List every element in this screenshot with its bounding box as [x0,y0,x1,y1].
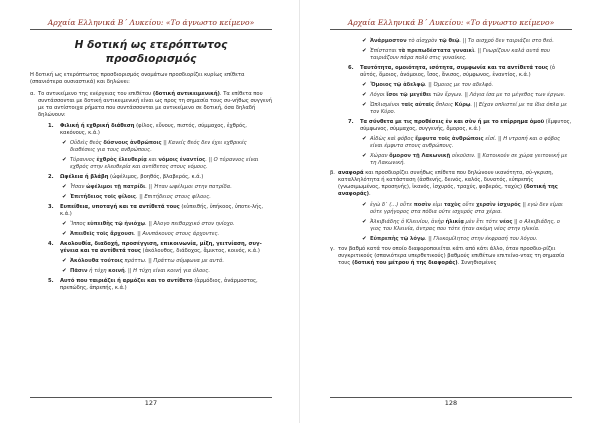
item-text [360,119,572,133]
section-text [338,246,572,267]
text-run: Ἵππος [70,221,88,227]
check-icon: ✔ [62,268,67,274]
example [62,140,272,154]
section-marker: β. [330,170,335,176]
bold-term: ταῖς αὐταῖς [401,102,435,108]
list-item [48,278,272,292]
example-text [70,231,219,238]
bold-term: Αυτό που ταιριάζει ή αρμόζει και το αντίθετο [60,278,193,284]
right-page [300,0,600,423]
text-run: τῶν ἔργων. || Λόγια ίσα με το μέγεθος των έργων. [431,92,566,98]
example [62,194,272,201]
example [362,202,572,216]
check-icon: ✔ [362,92,367,98]
section-text [338,170,572,198]
right-content [330,38,572,271]
check-icon: ✔ [362,136,367,142]
page-number: 128 [330,397,572,407]
example-text [70,184,232,191]
example-text [370,153,572,167]
text-run: Ὡπλισμένοι [370,102,402,108]
text-run: τον βαθμό κατά τον οποίο διαφοροποιείται κάτι από κάτι άλλο, όταν προσδιο-ρίζει συγκριτικούς (σπανιότερα υπερθετικούς) βαθμούς επιθέτων επιτείνο-ντας τη σημασία τους [338,246,565,266]
example-text [70,194,211,201]
example-text [370,82,493,89]
text-run: . || Γλυκομίλητος στην έκφρασή του λόγου. [424,236,538,242]
bold-term: τῷ θεῷ [438,38,460,44]
example [62,268,272,275]
check-icon: ✔ [62,140,67,146]
check-icon: ✔ [362,82,367,88]
example-text [370,236,538,243]
page-title: Η δοτική ως ετερόπτωτος προσδιορισμός [74,39,228,65]
list-item [348,119,572,133]
bold-term: Εὐπρεπὴς τῷ λόγῳ [370,236,425,242]
running-header: Αρχαία Ελληνικά Β΄ Λυκείου: «Το άγνωστο κείμενο» [330,18,572,30]
item-text [360,65,572,79]
text-run: τὸ αἰσχρὸν [406,38,439,44]
example-text [70,258,224,265]
text-run: . Τα επίθετα που συντάσσονται με δοτική αντικειμενική είναι ως προς τη σημασία τους συ-νήθως συγγενή με τα αντίστοιχα ρήματα που συντάσσονται με αντικείμενο σε δοτική, όσα δηλαδή δηλώνουν: [38,91,272,118]
text-run: Οὐδεὶς θεὸς [70,140,104,146]
example [362,92,572,99]
item-number: 6. [348,65,354,71]
example-text [70,140,272,154]
bold-term: ἡλικίᾳ [445,219,464,225]
bold-term: (δοτική αντικειμενική) [152,91,220,97]
item-text [60,204,272,218]
bold-term: Ἀπειθεῖς τοῖς ἄρχουσι [70,231,134,237]
item-number: 4. [48,241,54,247]
example [362,219,572,233]
bold-term: τὰ πρεπωδέστατα γυναικὶ [398,48,475,54]
example-text [370,102,572,116]
text-run: ἐγὼ δ᾽ (...) οὔτε [370,202,414,208]
text-run: (ὁ αὐτός, ὅμοιος, ἀνόμοιος, ἴσος, ἄνισος, σύμφωνος, ἐναντίος, κ.ά.) [360,65,556,78]
item-number: 7. [348,119,354,125]
bold-term: Ταυτότητα, ομοιότητα, ισότητα, συμφωνία και τα αντίθετά τους [360,65,549,71]
text-run: || Κανείς θεός δεν έχει εχθρικές διαθέσεις για τους ανθρώπους. [70,140,247,153]
check-icon: ✔ [62,221,67,227]
example [362,136,572,150]
item-number: 3. [48,204,54,210]
text-run: . || Είχαν οπλιστεί με τα ίδια όπλα με τον Κύρο. [370,102,567,115]
bold-term: ἐχθρὸς ἐλευθερίᾳ [96,157,147,163]
bold-term: ποσὶν [413,202,431,208]
section-marker: α. [30,91,36,97]
page-number: 127 [30,397,272,407]
bold-term: (δοτική του μέτρου ή της διαφοράς) [352,260,458,266]
text-run: . || Ανυπάκουος στους άρχοντες. [133,231,220,237]
item-number: 2. [48,174,54,180]
bold-term: Ωφέλεια ή βλάβη [60,174,109,180]
item-text [60,123,272,137]
example [362,48,572,62]
check-icon: ✔ [362,219,367,225]
list-item [348,65,572,79]
text-run: || εγώ δεν είμαι ούτε γρήγορος στα πόδια ούτε ισχυρός στα χέρια. [370,202,563,215]
text-run: . [369,191,371,197]
bold-term: νέος [499,219,513,225]
example [62,184,272,191]
check-icon: ✔ [62,231,67,237]
text-run: . || Επιτήδειος στους φίλους. [135,194,211,200]
list-item [48,241,272,255]
example [62,231,272,238]
check-icon: ✔ [362,236,367,242]
text-run: πράττω. || Πράττω σύμφωνα με αυτά. [122,258,224,264]
text-run: και προσδιορίζει συνήθως επίθετα που δηλώνουν ικανότητα, σύ-γκριση, καταλληλότητα ή κατάσταση (ἀσθενής, δεινός, καλός, δυνατός, εὐπρεπής (γνωσιμωμένος, προσηνής), ἱκανός, ἰσχυρός, τραχύς, φοβερός, ταχύς) [338,170,554,190]
example [362,102,572,116]
item-text [60,174,203,181]
text-run: . || Το αισχρό δεν ταιριάζει στο θεό. [459,38,554,44]
text-run: Ἀλκιβιάδης ὁ Κλεινίου, ἀνὴρ [370,219,446,225]
check-icon: ✔ [62,157,67,163]
text-run: ὅπλοις [434,102,455,108]
text-run: . || Όμοιος με τον αδελφό. [424,82,494,88]
example-text [370,48,572,62]
text-run: Αἰδὼς καὶ φόβος [370,136,416,142]
bold-term: Φιλική ή εχθρική διάθεση [60,123,135,129]
intro-paragraph: Η δοτική ως ετερόπτωτος προσδιορισμός ονομάτων προσδιορίζει κυρίως επίθετα (σπανιότερα ουσιαστικά) και δηλώνει: [30,72,245,85]
example-text [70,221,235,228]
list-item [48,174,272,181]
text-run: . || Γνωρίζουν καλά αυτά που ταιριάζουν πάρα πολύ στις γυναίκες. [370,48,550,61]
text-run: Χώραν [370,153,390,159]
section-a [30,91,272,119]
check-icon: ✔ [362,153,367,159]
check-icon: ✔ [362,102,367,108]
text-run: . || Ήταν ωφέλιμοι στην πατρίδα. [145,184,232,190]
bold-term: ὠφέλιμοι τῇ πατρίδι [86,184,146,190]
bold-term: ἴσοι τῷ μεγέθει [386,92,432,98]
bold-term: δύσνους ἀνθρώποις [103,140,162,146]
example [62,221,272,228]
text-run: Τύραννος [70,157,97,163]
text-run: . Συνηθισμένες [457,260,497,266]
text-run: οὔτε [460,202,477,208]
bold-term: Ακολουθία, διαδοχή, προσέγγιση, επικοινωνία, μίξη, γειτνίαση, συγ-γένεια και τα αντίθετά τους [60,241,262,254]
section-marker: γ. [330,246,335,252]
example [362,38,572,45]
section-c [330,246,572,267]
bold-term: χερσὶν ἰσχυρός [476,202,521,208]
text-run: οἰκοῦσιν. || Κατοικούν σε χώρα γειτονική με τη Λακωνική. [370,153,568,166]
check-icon: ✔ [362,38,367,44]
item-text [60,241,272,255]
bold-term: Ὅμοιος τῷ ἀδελφῷ [370,82,425,88]
bold-term: Ἀκόλουθα τούτοις [70,258,123,264]
check-icon: ✔ [62,184,67,190]
example-text [370,38,554,45]
bold-term: ὅμορον τῇ Λακωνικῇ [389,153,451,159]
text-run: (ἁρμόδιος, ἀνάρμοστος, πρεπώδης, ἀπρεπής, κ.ά.) [60,278,258,291]
bold-term: ταχὺς [443,202,461,208]
item-text [60,278,272,292]
list-item [48,204,272,218]
text-run: . || Η τύχη είναι κοινή για όλους. [124,268,210,274]
bold-term: Πᾶσιν [70,268,88,274]
text-run: (ἀκόλουθος, διάδοχος, ἄμικτος, κοινός, κ.ά.) [141,248,260,254]
text-run: μὲν ἔτι τότε [463,219,500,225]
bold-term: Ευπείθεια, υποταγή και τα αντίθετά τους [60,204,180,210]
example-text [70,157,272,171]
text-run: (εὐπειθής, ὑπήκοος, ὑποτε-λής, κ.ά.) [60,204,264,217]
text-run: εἰμι [430,202,444,208]
text-run: || ο Αλκιβιάδης, ο γιος του Κλεινία, άντρας που τότε ήταν ακόμη νέος στην ηλικία. [370,219,560,232]
text-run: Λόγοι [370,92,387,98]
text-run: (ὠφέλιμος, βοηθός, βλαβερός, κ.ά.) [108,174,204,180]
example [62,258,272,265]
example-text [70,268,210,275]
bold-term: Ἐπιτήδειος τοῖς φίλοις [70,194,136,200]
running-header: Αρχαία Ελληνικά Β΄ Λυκείου: «Το άγνωστο κείμενο» [30,18,272,30]
bold-term: εὐπειθὴς τῷ ἡνιόχῳ [87,221,146,227]
text-run: Το αντικείμενο της ενέργειας του επιθέτου [38,91,153,97]
list-item [48,123,272,137]
example [62,157,272,171]
example-text [370,219,572,233]
text-run: . || Ο τύραννος είναι εχθρός στην ελευθερία και αντίθετος στους νόμους. [70,157,259,170]
example [362,82,572,89]
item-number: 5. [48,278,54,284]
text-run: Ἐπίσταται [370,48,399,54]
section-text [38,91,272,119]
bold-term: κοινή [108,268,125,274]
text-run: Ἦσαν [70,184,87,190]
check-icon: ✔ [362,202,367,208]
bold-term: ἔμφυτα τοῖς ἀνθρώποις [415,136,484,142]
text-run: (φίλος, εὔνους, πιστός, σύμμαχος, ἐχθρός, κακόνους, κ.ά.) [60,123,247,136]
bold-term: Ἀνάρμοστον [370,38,407,44]
example-text [370,202,572,216]
example [362,153,572,167]
bold-term: (δοτική της αναφοράς) [338,184,558,197]
check-icon: ✔ [62,258,67,264]
bold-term: αναφορά [338,170,364,176]
section-b [330,170,572,198]
text-run: και [146,157,159,163]
bold-term: νόμοις ἐναντίος [158,157,206,163]
item-number: 1. [48,123,54,129]
bold-term: Τα σύνθετα με τις προθέσεις ἐν και σὺν ή με το επίρρημα ὁμοῦ [360,119,545,125]
example-text [370,92,565,99]
example [362,236,572,243]
text-run: εἰσί. || Η ντροπή και ο φόβος είναι έμφυτα στους ανθρώπους. [370,136,561,149]
left-content [30,38,272,295]
bold-term: Κύρῳ [454,102,471,108]
text-run: ἡ τύχη [87,268,109,274]
check-icon: ✔ [62,194,67,200]
example-text [370,136,572,150]
text-run: . || Άλογο πειθαρχικό στον ηνίοχο. [145,221,235,227]
check-icon: ✔ [362,48,367,54]
text-run: (ἔμφυτος, σύμφωνος, σύμμαχος, συγγενής, ὅμορος, κ.ά.) [360,119,572,132]
